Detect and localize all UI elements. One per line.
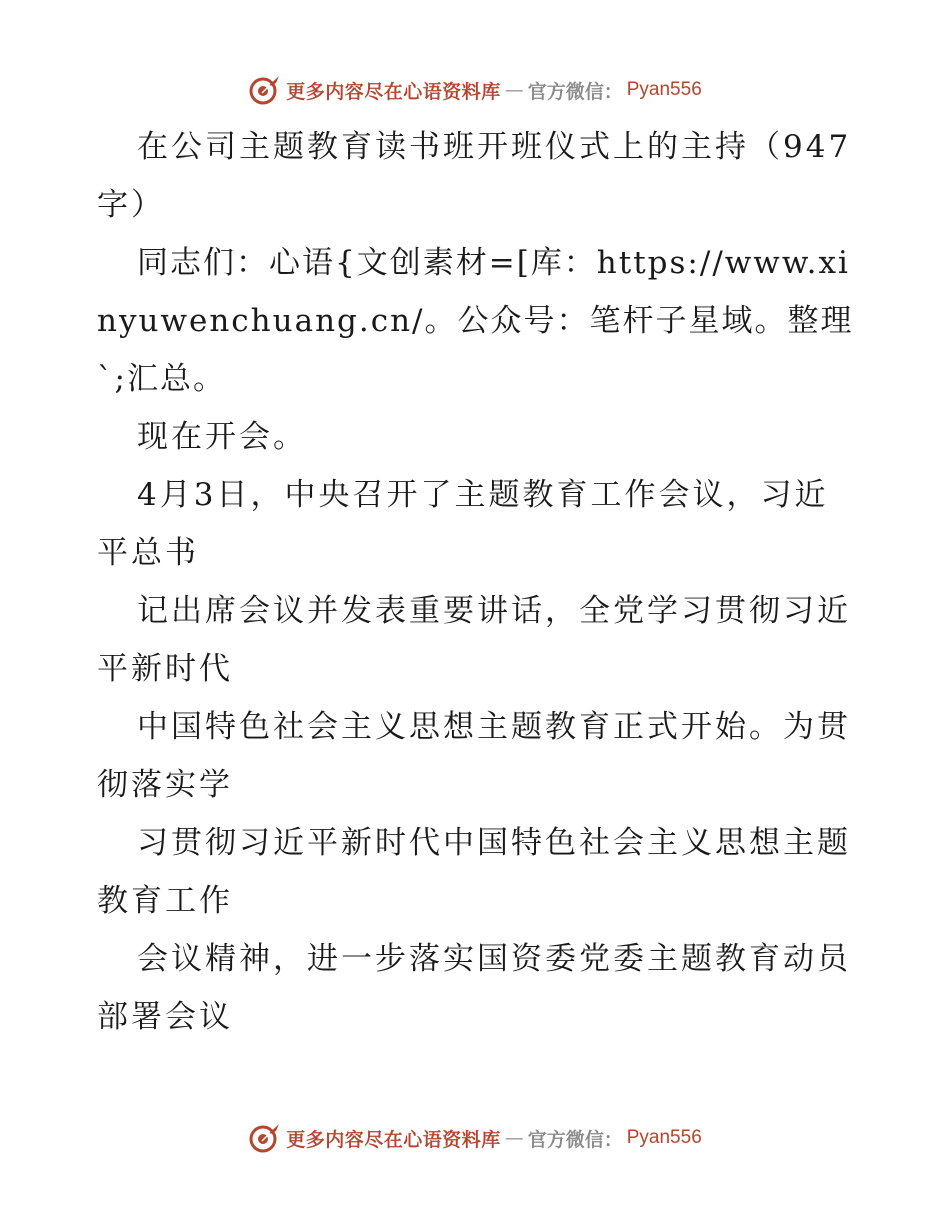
banner-wechat-id: Pyan556 [626,1127,702,1148]
banner-wechat-id: Pyan556 [626,79,702,100]
paragraph-body-3: 中国特色社会主义思想主题教育正式开始。为贯彻落实学 [97,709,851,803]
banner-library-text: 更多内容尽在心语资料库 [286,80,501,103]
banner-wechat-label: 官方微信： [527,1128,623,1151]
footer-banner [0,1118,950,1158]
document-body [97,118,857,1046]
banner-library-text: 更多内容尽在心语资料库 [286,1128,501,1151]
quill-seal-icon [248,1121,282,1155]
paragraph-body-2: 记出席会议并发表重要讲话，全党学习贯彻习近平新时代 [97,593,851,687]
paragraph-opening: 现在开会。 [137,419,307,455]
quill-seal-icon [248,73,282,107]
paragraph-greeting: 同志们：心语{文创素材=[库：https://www.xinyuwenchuang.cn/。公众号：笔杆子星域。整理`;汇总。 [97,245,854,397]
paragraph-body-5: 会议精神，进一步落实国资委党委主题教育动员部署会议 [97,941,851,1035]
header-banner [0,70,950,110]
banner-dash: — [504,79,524,101]
banner-dash: — [504,1127,524,1149]
banner-wechat-label: 官方微信： [527,80,623,103]
document-title: 在公司主题教育读书班开班仪式上的主持（947字） [97,129,852,223]
paragraph-body-1: 4月3日，中央召开了主题教育工作会议，习近平总书 [97,477,829,571]
paragraph-body-4: 习贯彻习近平新时代中国特色社会主义思想主题教育工作 [97,825,851,919]
